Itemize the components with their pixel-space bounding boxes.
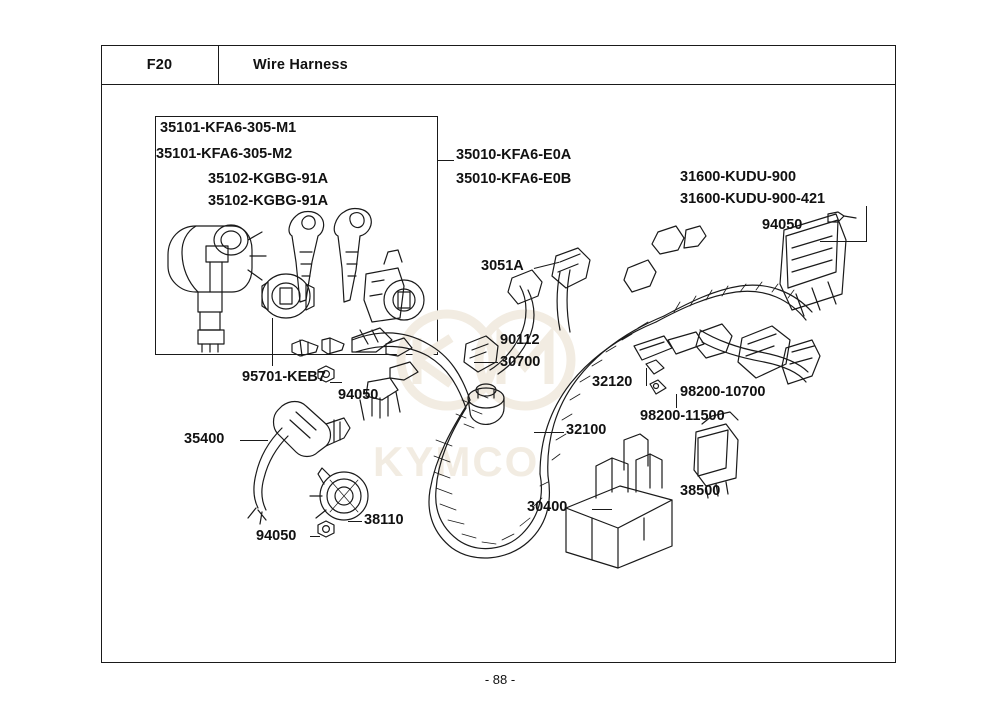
callout-35101-m1: 35101-KFA6-305-M1 bbox=[160, 120, 297, 136]
leader-32120 bbox=[646, 368, 647, 386]
callout-38110: 38110 bbox=[364, 512, 404, 528]
leader-35400 bbox=[240, 440, 268, 441]
leader-35010 bbox=[438, 160, 454, 161]
leader-31600-horiz bbox=[820, 241, 867, 242]
leader-31600 bbox=[866, 206, 867, 242]
callout-98200-11500: 98200-11500 bbox=[640, 408, 725, 424]
callout-30400: 30400 bbox=[527, 499, 568, 515]
callout-94050-left: 94050 bbox=[338, 387, 379, 403]
leader-38110 bbox=[348, 521, 362, 522]
sheet-title: Wire Harness bbox=[253, 57, 348, 73]
callout-94050-bottom: 94050 bbox=[256, 528, 297, 544]
callout-31600: 31600-KUDU-900 bbox=[680, 169, 797, 185]
leader-98200 bbox=[676, 394, 677, 408]
callout-31600-421: 31600-KUDU-900-421 bbox=[680, 191, 826, 207]
callout-35400: 35400 bbox=[184, 431, 225, 447]
callout-95701-keb7: 95701-KEB7 bbox=[242, 369, 326, 385]
callout-35101-m2: 35101-KFA6-305-M2 bbox=[156, 146, 293, 162]
leader-95701 bbox=[272, 318, 273, 366]
leader-32100 bbox=[534, 432, 564, 433]
callout-32120: 32120 bbox=[592, 374, 633, 390]
watermark-text: KYMCO bbox=[373, 438, 540, 485]
leader-30700 bbox=[474, 362, 498, 363]
leader-3051a bbox=[534, 262, 560, 270]
callout-35010-e0a: 35010-KFA6-E0A bbox=[456, 147, 572, 163]
section-code: F20 bbox=[146, 57, 173, 73]
leader-94050-bottom bbox=[310, 536, 320, 537]
leader-30400 bbox=[592, 509, 612, 510]
callout-3051a: 3051A bbox=[481, 258, 524, 274]
callout-35010-e0b: 35010-KFA6-E0B bbox=[456, 171, 572, 187]
callout-35102-a: 35102-KGBG-91A bbox=[208, 171, 329, 187]
callout-30700: 30700 bbox=[500, 354, 541, 370]
callout-90112: 90112 bbox=[500, 332, 540, 348]
leader-94050-left bbox=[330, 382, 342, 383]
callout-35102-b: 35102-KGBG-91A bbox=[208, 193, 329, 209]
callout-38500: 38500 bbox=[680, 483, 721, 499]
leader-35010-vert bbox=[437, 130, 438, 162]
callout-94050-cdi: 94050 bbox=[762, 217, 803, 233]
callout-98200-10700: 98200-10700 bbox=[680, 384, 766, 400]
callout-32100: 32100 bbox=[566, 422, 607, 438]
page-number: - 88 - bbox=[484, 672, 516, 687]
